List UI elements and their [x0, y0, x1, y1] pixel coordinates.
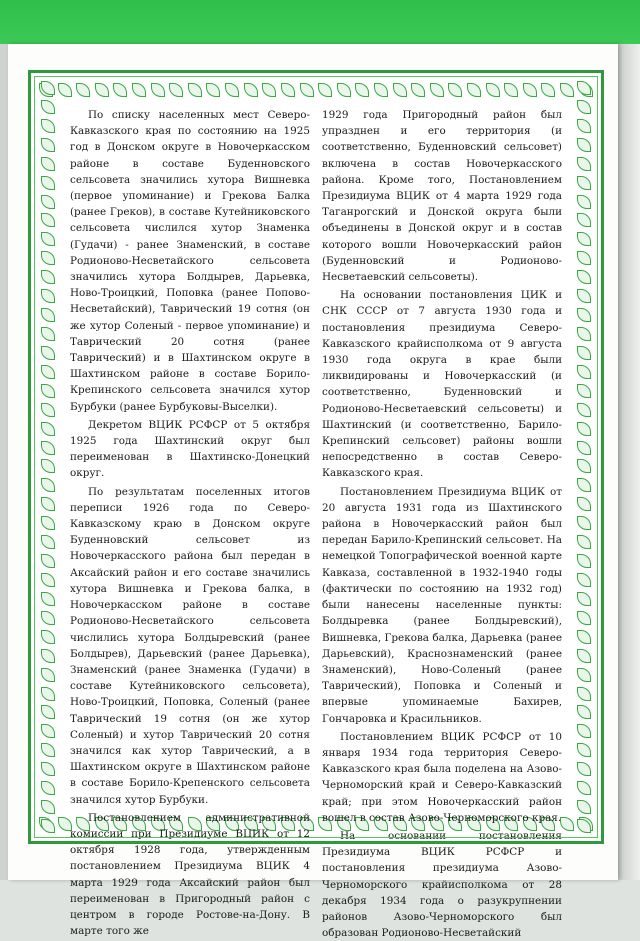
leaf-ornament-icon: [41, 81, 55, 95]
leaf-ornament-icon: [41, 138, 55, 152]
leaf-ornament-icon: [151, 83, 165, 97]
leaf-ornament-icon: [577, 232, 591, 246]
leaf-ornament-icon: [577, 592, 591, 606]
leaf-ornament-icon: [577, 213, 591, 227]
leaf-ornament-icon: [188, 83, 202, 97]
paragraph: По списку населенных мест Северо-Кавказского края по состоянию на 1925 год в Донском округе в Новочеркасском районе в составе Буденновского сельсовета значились хутора Вишневка (первое упоминание) и Грекова Балка (ранее Греков), в составе Кутейниковского сельсовета числился хутор Знаменка (Гудачи) - ранее Знаменский, в составе Родионово-Несветайского сельсовета значились хутора Болдырев, Дарьевка, Ново-Троицкий, Поповка (ранее Попово-Несветайский), Таврический 19 сотня (он же хутор Соленый - первое упоминание) и Таврический 20 сотня (ранее Таврический) и в Шахтинском округе в Шахтинском районе в составе Борило-Крепинского сельсовета значился хутор Бурбуки (ранее Бурбуковы-Выселки).: [70, 109, 310, 413]
leaf-ornament-icon: [577, 649, 591, 663]
leaf-ornament-icon: [577, 365, 591, 379]
leaf-ornament-icon: [41, 232, 55, 246]
leaf-ornament-icon: [337, 83, 351, 97]
leaf-ornament-icon: [169, 83, 183, 97]
leaf-ornament-icon: [41, 554, 55, 568]
leaf-ornament-icon: [577, 251, 591, 265]
leaf-ornament-icon: [355, 83, 369, 97]
next-page-edge: [618, 44, 640, 880]
leaf-ornament-icon: [206, 83, 220, 97]
leaf-ornament-icon: [577, 176, 591, 190]
leaf-ornament-icon: [41, 724, 55, 738]
leaf-ornament-icon: [41, 497, 55, 511]
leaf-ornament-icon: [41, 384, 55, 398]
frame-ornament-left: [36, 81, 60, 833]
leaf-ornament-icon: [41, 251, 55, 265]
leaf-ornament-icon: [577, 478, 591, 492]
leaf-ornament-icon: [41, 819, 55, 833]
leaf-ornament-icon: [577, 308, 591, 322]
leaf-ornament-icon: [577, 422, 591, 436]
leaf-ornament-icon: [577, 554, 591, 568]
leaf-ornament-icon: [411, 83, 425, 97]
leaf-ornament-icon: [300, 83, 314, 97]
page-left-edge: [0, 44, 8, 880]
leaf-ornament-icon: [281, 83, 295, 97]
leaf-ornament-icon: [577, 384, 591, 398]
leaf-ornament-icon: [41, 611, 55, 625]
leaf-ornament-icon: [225, 83, 239, 97]
leaf-ornament-icon: [577, 497, 591, 511]
leaf-ornament-icon: [577, 781, 591, 795]
leaf-ornament-icon: [41, 176, 55, 190]
leaf-ornament-icon: [577, 705, 591, 719]
frame-ornament-top: [39, 78, 593, 102]
leaf-ornament-icon: [577, 270, 591, 284]
leaf-ornament-icon: [577, 289, 591, 303]
leaf-ornament-icon: [41, 346, 55, 360]
leaf-ornament-icon: [577, 724, 591, 738]
leaf-ornament-icon: [41, 705, 55, 719]
leaf-ornament-icon: [577, 441, 591, 455]
leaf-ornament-icon: [41, 365, 55, 379]
leaf-ornament-icon: [577, 573, 591, 587]
leaf-ornament-icon: [577, 157, 591, 171]
leaf-ornament-icon: [41, 649, 55, 663]
leaf-ornament-icon: [262, 83, 276, 97]
frame-ornament-right: [572, 81, 596, 833]
leaf-ornament-icon: [41, 573, 55, 587]
leaf-ornament-icon: [577, 819, 591, 833]
leaf-ornament-icon: [41, 478, 55, 492]
leaf-ornament-icon: [577, 630, 591, 644]
leaf-ornament-icon: [41, 422, 55, 436]
leaf-ornament-icon: [95, 83, 109, 97]
paragraph: Декретом ВЦИК РСФСР от 5 октября 1925 года Шахтинский округ был переименован в Шахтинско-Донецкий округ.: [70, 418, 310, 480]
green-header-band: [0, 0, 640, 44]
leaf-ornament-icon: [541, 83, 555, 97]
leaf-ornament-icon: [504, 83, 518, 97]
leaf-ornament-icon: [41, 781, 55, 795]
leaf-ornament-icon: [577, 611, 591, 625]
leaf-ornament-icon: [41, 441, 55, 455]
paragraph: Постановлением административной комиссии при Президиуме ВЦИК от 12 октября 1928 года, утвержденным постановлением Президиума ВЦИК 4 марта 1929 года Аксайский район был переименован в Пригородный район с центром в городе Ростове-на-Дону. В марте того же: [70, 811, 310, 938]
leaf-ornament-icon: [577, 403, 591, 417]
paragraph: Постановлением ВЦИК РСФСР от 10 января 1934 года территория Северо-Кавказского края была поделена на Азово-Черноморский край и Северо-Кавказский край; при этом Новочеркасский район вошел в состав Азово-Черноморского края.: [322, 730, 562, 824]
paragraph: 1929 года Пригородный район был упразднен и его территория (и соответственно, Буденновский сельсовет) включена в состав Новочеркасского района. Кроме того, Постановлением Президиума ВЦИК от 4 марта 1929 года Таганрогский и Донской округа были объединены в Донской округ и в состав которого вошли Новочеркасский район (Буденновский и Родионово-Несветаевский сельсоветы).: [322, 109, 562, 284]
leaf-ornament-icon: [41, 762, 55, 776]
leaf-ornament-icon: [41, 592, 55, 606]
leaf-ornament-icon: [41, 119, 55, 133]
leaf-ornament-icon: [467, 83, 481, 97]
leaf-ornament-icon: [577, 687, 591, 701]
leaf-ornament-icon: [448, 83, 462, 97]
leaf-ornament-icon: [132, 83, 146, 97]
leaf-ornament-icon: [76, 83, 90, 97]
leaf-ornament-icon: [41, 213, 55, 227]
leaf-ornament-icon: [41, 743, 55, 757]
leaf-ornament-icon: [244, 83, 258, 97]
text-columns: [70, 107, 562, 940]
leaf-ornament-icon: [486, 83, 500, 97]
leaf-ornament-icon: [41, 270, 55, 284]
ornamental-frame: [28, 70, 604, 940]
leaf-ornament-icon: [41, 308, 55, 322]
leaf-ornament-icon: [41, 157, 55, 171]
paragraph: На основании постановления Президиума ВЦИК РСФСР и постановления президиума Азово-Черноморского крайисполкома от 28 декабря 1934 года о разукрупнении районов Азово-Черноморского был образован Родионово-Несветайский: [322, 829, 562, 940]
leaf-ornament-icon: [41, 195, 55, 209]
leaf-ornament-icon: [577, 743, 591, 757]
paragraph: По результатам поселенных итогов переписи 1926 года по Северо-Кавказскому краю в Донском округе Буденновский сельсовет из Новочеркасского района был передан в Аксайский район и его составе значились хутора Вишневка и Грекова балка, в Новочеркасском районе в составе Родионово-Несветайского сельсовета числились хутора Болдыревский (ранее Болдырев), Дарьевский (ранее Дарьевка), Знаменский (ранее Знаменка (Гудачи) в составе Кутейниковского сельсовета), Ново-Троицкий, Поповка, Соленый (ранее Таврический 19 сотня (он же хутор Соленый) и хутор Таврический 20 сотня значился как хутор Таврический, а в Шахтинском округе в Шахтинском районе в составе Борило-Крепенского сельсовета значился хутор Бурбуки.: [70, 485, 310, 806]
leaf-ornament-icon: [577, 100, 591, 114]
leaf-ornament-icon: [41, 630, 55, 644]
leaf-ornament-icon: [41, 289, 55, 303]
paragraph: Постановлением Президиума ВЦИК от 20 августа 1931 года из Шахтинского района в Новочеркасский район был передан Барило-Крепинский сельсовет. На немецкой Топографической военной карте Кавказа, составленной в 1932-1940 годы (фактически по состоянию на 1932 год) были нанесены населенные пункты: Болдыревка (ранее Болдыревский), Вишневка, Грекова балка, Дарьевка (ранее Дарьевский), Краснознаменский (ранее Знаменский), Ново-Соленый (ранее Таврический), Поповка и Соленый и впервые упоминаемые Бахирев, Гончаровка и Красильников.: [322, 485, 562, 725]
leaf-ornament-icon: [318, 83, 332, 97]
leaf-ornament-icon: [577, 762, 591, 776]
leaf-ornament-icon: [41, 668, 55, 682]
leaf-ornament-icon: [577, 516, 591, 530]
leaf-ornament-icon: [577, 195, 591, 209]
text-column-right: [322, 107, 562, 940]
leaf-ornament-icon: [577, 800, 591, 814]
leaf-ornament-icon: [113, 83, 127, 97]
leaf-ornament-icon: [577, 138, 591, 152]
leaf-ornament-icon: [577, 668, 591, 682]
leaf-ornament-icon: [577, 346, 591, 360]
leaf-ornament-icon: [577, 81, 591, 95]
text-column-left: [70, 107, 310, 938]
leaf-ornament-icon: [577, 327, 591, 341]
leaf-ornament-icon: [393, 83, 407, 97]
leaf-ornament-icon: [523, 83, 537, 97]
leaf-ornament-icon: [577, 535, 591, 549]
leaf-ornament-icon: [374, 83, 388, 97]
leaf-ornament-icon: [41, 516, 55, 530]
leaf-ornament-icon: [41, 327, 55, 341]
leaf-ornament-icon: [430, 83, 444, 97]
leaf-ornament-icon: [41, 403, 55, 417]
leaf-ornament-icon: [577, 119, 591, 133]
paragraph: На основании постановления ЦИК и СНК СССР от 7 августа 1930 года и постановления президиума Северо-Кавказского крайисполкома от 9 августа 1930 года округа в крае были ликвидированы и Новочеркасский (и соответственно, Буденновский и Родионово-Несветаевский сельсоветы) и Шахтинский (и соответственно, Барило-Крепинский сельсовет) районы вошли непосредственно в состав Северо-Кавказского края.: [322, 289, 562, 480]
leaf-ornament-icon: [577, 459, 591, 473]
leaf-ornament-icon: [41, 535, 55, 549]
leaf-ornament-icon: [41, 687, 55, 701]
leaf-ornament-icon: [41, 459, 55, 473]
leaf-ornament-icon: [41, 100, 55, 114]
leaf-ornament-icon: [41, 800, 55, 814]
